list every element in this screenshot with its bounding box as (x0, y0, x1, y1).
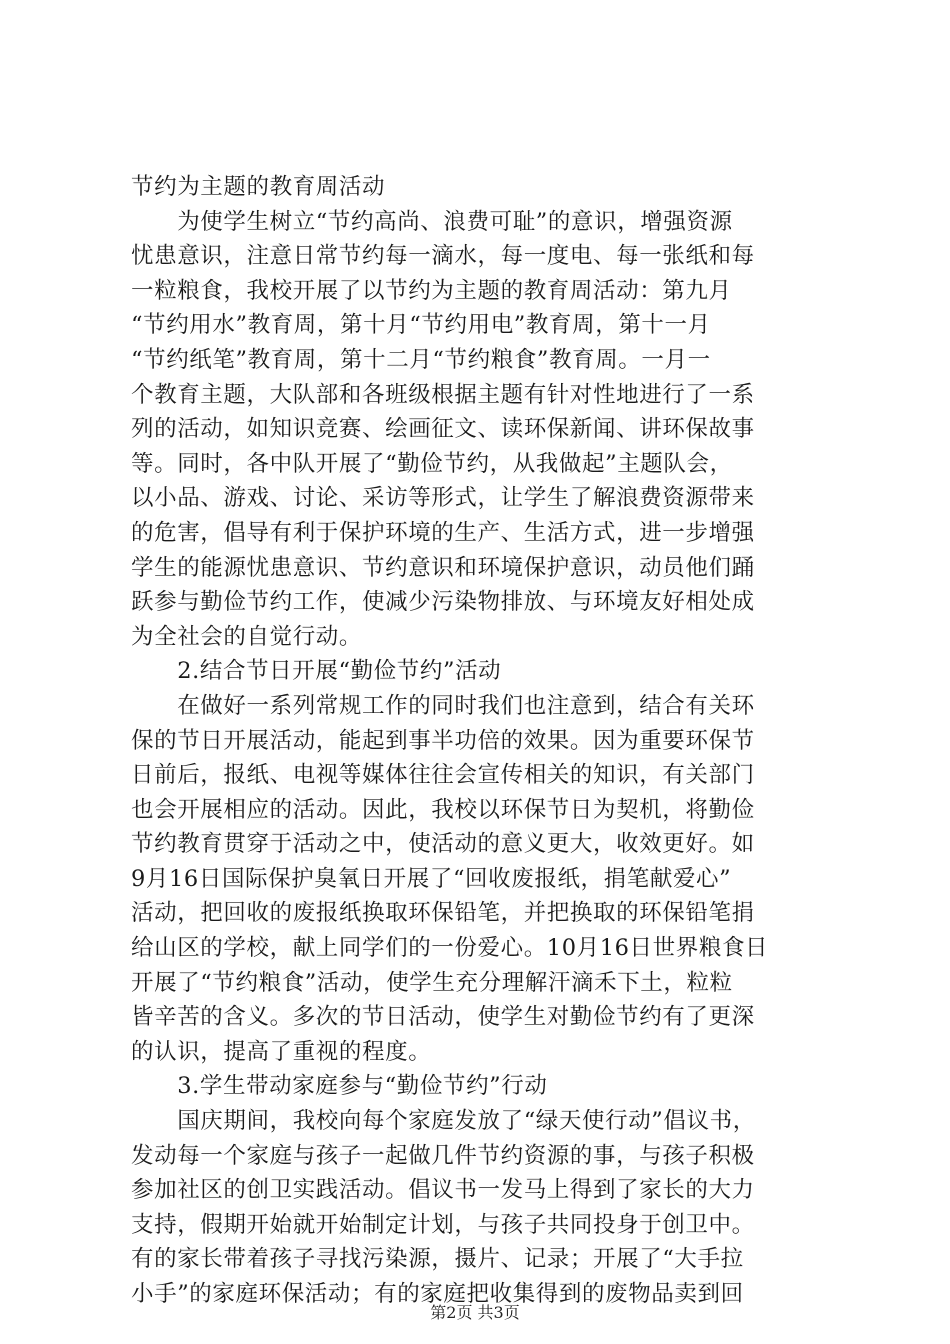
text-line: 以小品、游戏、讨论、采访等形式，让学生了解浪费资源带来 (131, 485, 755, 512)
text-line: “节约用水”教育周，第十月“节约用电”教育周，第十一月 (131, 312, 711, 339)
text-line: 的危害，倡导有利于保护环境的生产、生活方式，进一步增强 (131, 519, 755, 546)
text-line: 为使学生树立“节约高尚、浪费可耻”的意识，增强资源 (131, 208, 733, 235)
text-line: 等。同时，各中队开展了“勤俭节约，从我做起”主题队会， (131, 450, 733, 477)
text-line: 跃参与勤俭节约工作，使减少污染物排放、与环境友好相处成 (131, 589, 755, 616)
text-line: 一粒粮食，我校开展了以节约为主题的教育周活动：第九月 (131, 277, 732, 304)
document-body (131, 170, 831, 1312)
text-line: 节约为主题的教育周活动 (131, 174, 386, 200)
page-number-footer: 第2页 共3页 (430, 1303, 520, 1322)
text-line: 小手”的家庭环保活动；有的家庭把收集得到的废物品卖到回 (131, 1281, 744, 1307)
text-line: 有的家长带着孩子寻找污染源，摄片、记录；开展了“大手拉 (131, 1246, 744, 1273)
text-line: 也会开展相应的活动。因此，我校以环保节日为契机，将勤俭 (131, 796, 755, 823)
text-line: 活动，把回收的废报纸换取环保铅笔，并把换取的环保铅笔捐 (131, 900, 755, 927)
text-line: 国庆期间，我校向每个家庭发放了“绿天使行动”倡议书， (131, 1108, 756, 1135)
text-line: 的认识，提高了重视的程度。 (131, 1038, 432, 1065)
text-line: 忧患意识，注意日常节约每一滴水，每一度电、每一张纸和每 (131, 243, 755, 270)
text-line: 给山区的学校，献上同学们的一份爱心。10月16日世界粮食日 (131, 935, 769, 962)
text-line: 皆辛苦的含义。多次的节日活动，使学生对勤俭节约有了更深 (131, 1004, 755, 1031)
section-heading: 2.结合节日开展“勤俭节约”活动 (131, 658, 502, 685)
text-line: 日前后，报纸、电视等媒体往往会宣传相关的知识，有关部门 (131, 762, 755, 789)
text-line: 保的节日开展活动，能起到事半功倍的效果。因为重要环保节 (131, 727, 755, 754)
text-line: 个教育主题，大队部和各班级根据主题有针对性地进行了一系 (131, 381, 755, 408)
text-line: 发动每一个家庭与孩子一起做几件节约资源的事，与孩子积极 (131, 1142, 755, 1169)
text-line: 学生的能源忧患意识、节约意识和环境保护意识，动员他们踊 (131, 554, 755, 581)
text-line: “节约纸笔”教育周，第十二月“节约粮食”教育周。一月一 (131, 346, 711, 373)
text-line: 开展了“节约粮食”活动，使学生充分理解汗滴禾下土，粒粒 (131, 969, 733, 996)
text-line: 列的活动，如知识竞赛、绘画征文、读环保新闻、讲环保故事 (131, 416, 755, 443)
text-line: 参加社区的创卫实践活动。倡议书一发马上得到了家长的大力 (131, 1177, 755, 1204)
text-line: 支持，假期开始就开始制定计划，与孩子共同投身于创卫中。 (131, 1211, 755, 1238)
section-heading: 3.学生带动家庭参与“勤俭节约”行动 (131, 1073, 548, 1100)
text-line: 在做好一系列常规工作的同时我们也注意到，结合有关环 (131, 692, 755, 719)
text-line: 9月16日国际保护臭氧日开展了“回收废报纸，捐笔献爱心” (131, 865, 732, 892)
text-line: 节约教育贯穿于活动之中，使活动的意义更大，收效更好。如 (131, 831, 755, 858)
text-line: 为全社会的自觉行动。 (131, 623, 363, 650)
